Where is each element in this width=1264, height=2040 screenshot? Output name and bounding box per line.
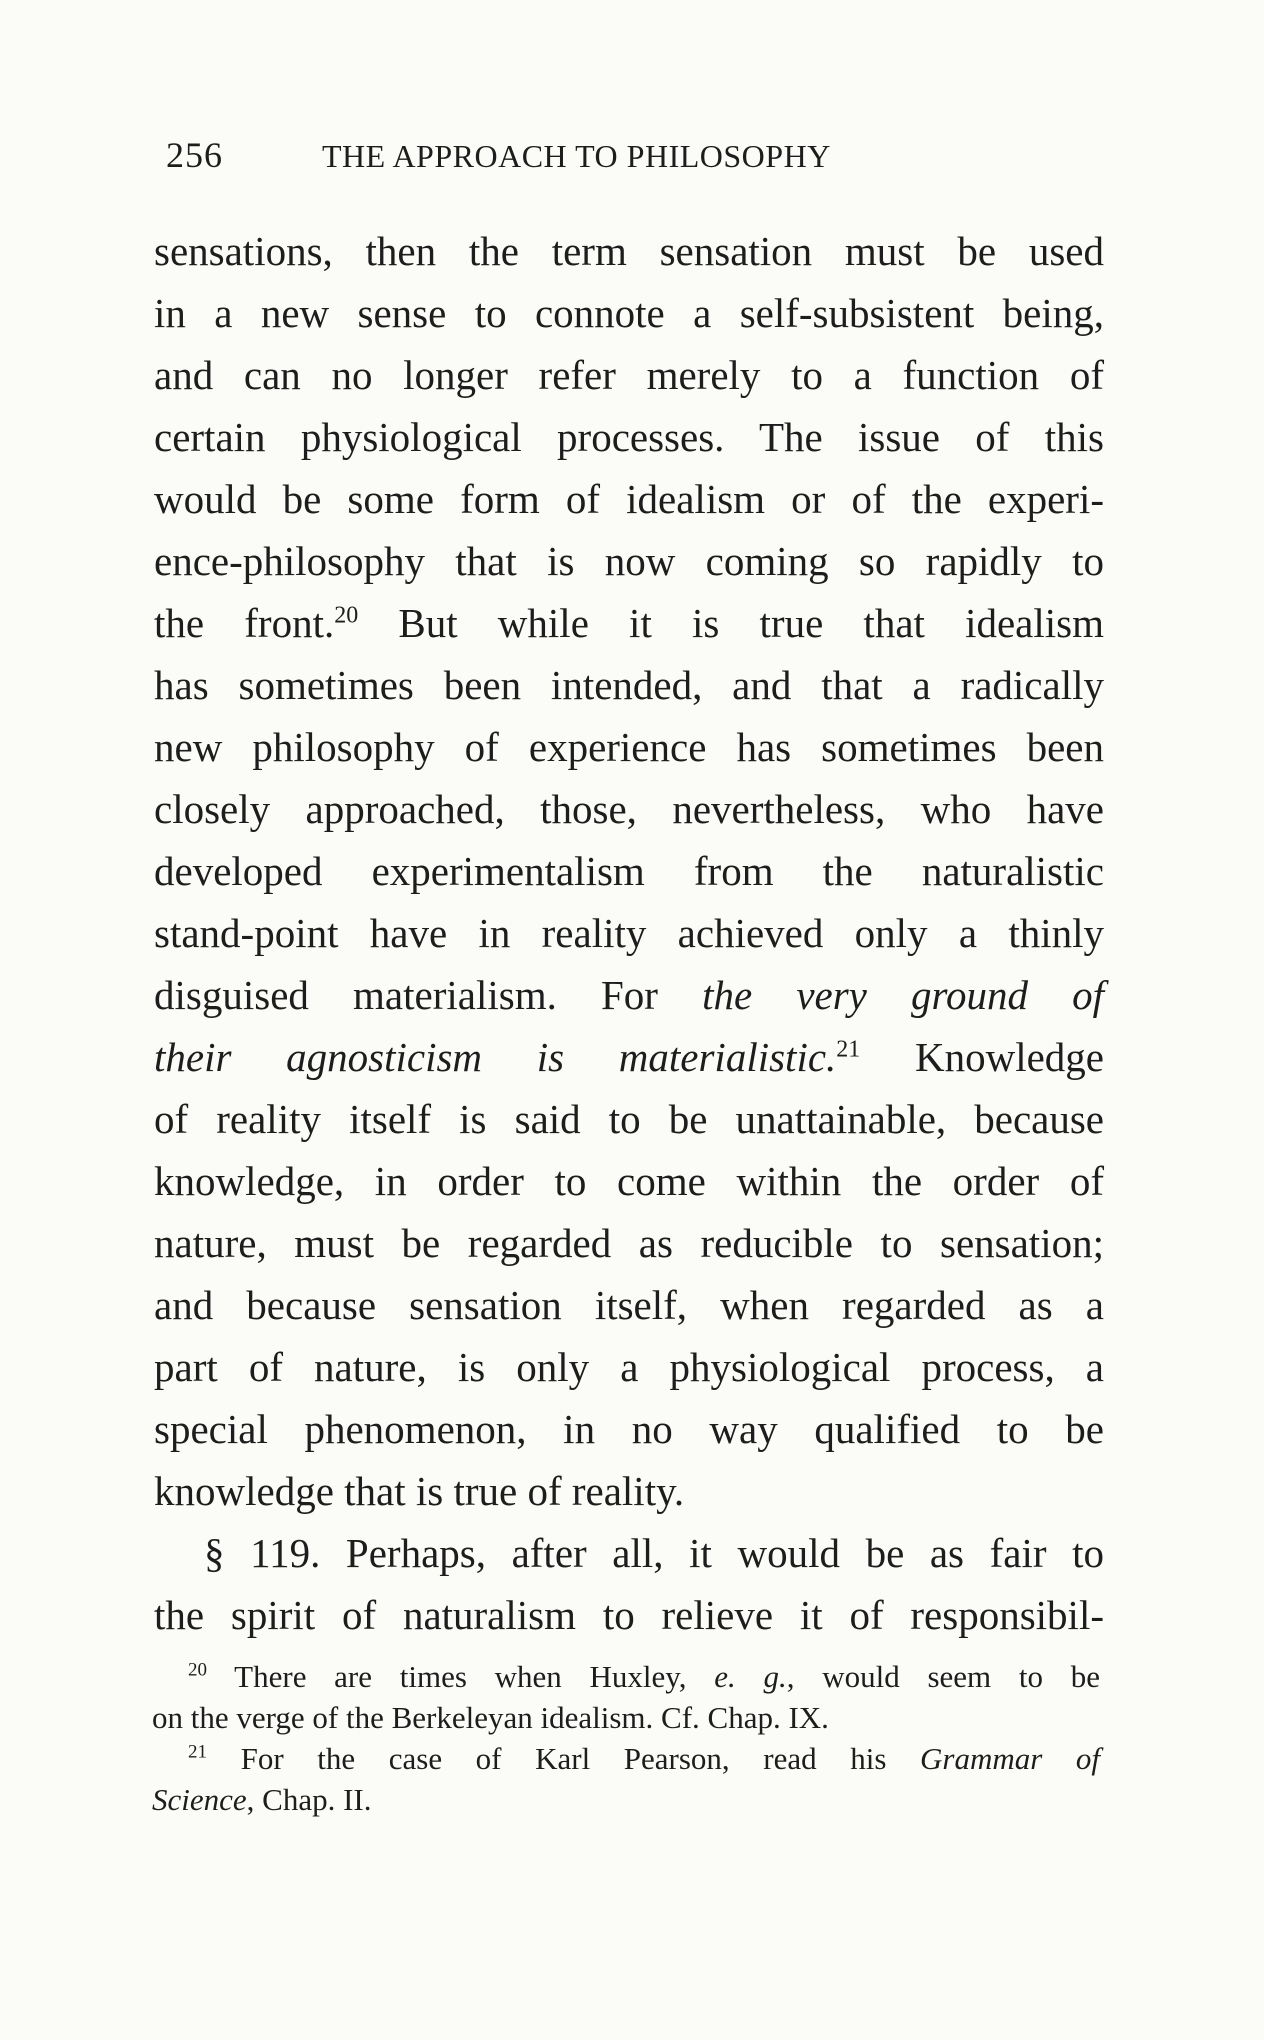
footnote-20-cont: on the verge of the Berkeleyan idealism. Cf. Chap. IX.: [152, 1700, 829, 1735]
text-run: the front.: [154, 600, 335, 646]
footnote-ref-21: 21: [836, 1036, 861, 1063]
footnote-text: For the case of Karl Pearson, read his: [207, 1741, 920, 1776]
text-line: and can no longer refer merely to a function of: [154, 352, 1104, 398]
text-line: certain physiological processes. The issue of this: [154, 414, 1104, 460]
text-line: ence-philosophy that is now coming so rapidly to: [154, 538, 1104, 584]
text-line: knowledge that is true of reality.: [154, 1468, 685, 1514]
text-line: part of nature, is only a physiological process, a: [154, 1344, 1104, 1390]
text-line: closely approached, those, nevertheless, who have: [154, 786, 1104, 832]
text-line: and because sensation itself, when regarded as a: [154, 1282, 1104, 1328]
text-line: nature, must be regarded as reducible to sensation;: [154, 1220, 1104, 1266]
footnote-ref-20: 20: [334, 602, 359, 629]
text-line: the spirit of naturalism to relieve it of responsibil-: [154, 1592, 1104, 1638]
text-line: [154, 592, 1104, 654]
italic-run: the very ground of: [702, 972, 1104, 1018]
footnote-marker-20: 20: [188, 1659, 207, 1681]
text-line: [154, 964, 1104, 1026]
page-number: 256: [166, 135, 223, 175]
footnote-italic: Grammar of: [920, 1741, 1101, 1776]
text-run: Knowledge: [860, 1034, 1105, 1080]
text-line: would be some form of idealism or of the experi-: [154, 476, 1104, 522]
text-line: new philosophy of experience has sometimes been: [154, 724, 1104, 770]
footnote-20: [152, 1656, 1100, 1697]
footnote-21: [152, 1738, 1100, 1779]
footnote-text: There are times when Huxley,: [207, 1659, 715, 1694]
text-line: sensations, then the term sensation must be used: [154, 228, 1104, 274]
text-run: disguised materialism. For: [154, 972, 703, 1018]
footnotes: [152, 1656, 1100, 1820]
footnote-text: , Chap. II.: [246, 1782, 372, 1817]
text-line: special phenomenon, in no way qualified to be: [154, 1406, 1104, 1452]
text-line: developed experimentalism from the naturalistic: [154, 848, 1104, 894]
footnote-italic: e. g.: [714, 1659, 787, 1694]
text-line: knowledge, in order to come within the order of: [154, 1158, 1104, 1204]
body-text: [154, 220, 1104, 1646]
footnote-italic: Science: [152, 1782, 247, 1817]
text-line: stand-point have in reality achieved only a thinly: [154, 910, 1104, 956]
text-line: in a new sense to connote a self-subsistent being,: [154, 290, 1104, 336]
page-header: [166, 134, 966, 184]
italic-run: their agnosticism is materialistic.: [154, 1034, 837, 1080]
text-run: But while it is true that idealism: [358, 600, 1105, 646]
text-line: of reality itself is said to be unattainable, because: [154, 1096, 1104, 1142]
footnote-marker-21: 21: [188, 1741, 207, 1763]
footnote-text: , would seem to be: [786, 1659, 1100, 1694]
footnote-21-cont: [152, 1779, 1100, 1820]
running-title: THE APPROACH TO PHILOSOPHY: [322, 138, 831, 174]
text-line: has sometimes been intended, and that a radically: [154, 662, 1104, 708]
section-119-line: § 119. Perhaps, after all, it would be as fair to: [204, 1530, 1104, 1576]
text-line: [154, 1026, 1104, 1088]
